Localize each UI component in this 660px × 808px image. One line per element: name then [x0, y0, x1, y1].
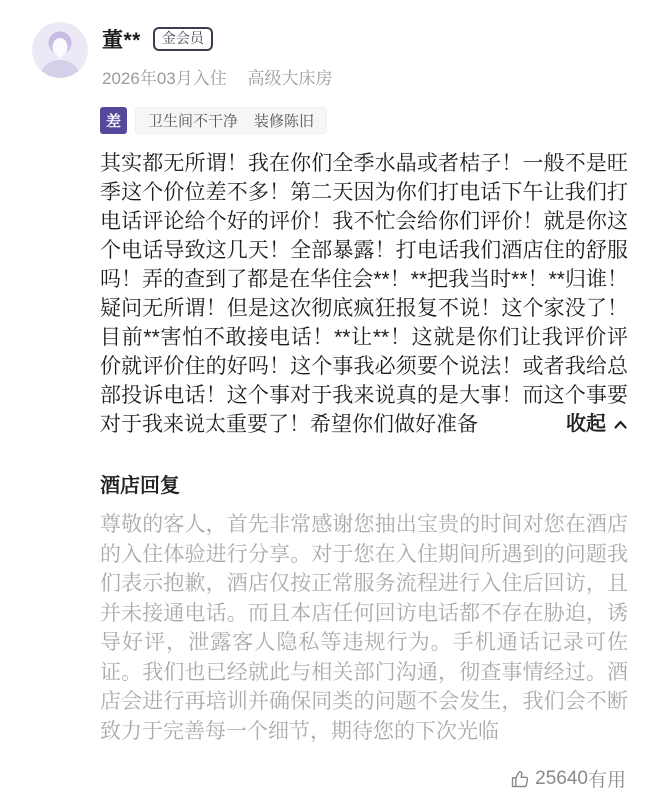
rating-badge: 差 — [100, 107, 127, 134]
user-info — [102, 22, 332, 89]
review-tag: 卫生间不干净 — [148, 113, 239, 130]
person-avatar-icon — [32, 22, 88, 78]
helpful-count: 25640 — [535, 767, 588, 789]
stay-date: 2026年03月入住 — [102, 69, 227, 88]
helpful-label: 有用 — [587, 770, 626, 791]
hotel-reply-text: 尊敬的客人，首先非常感谢您抽出宝贵的时间对您在酒店的入住体验进行分享。对于您在入住期间所遇到的问题我们表示抱歉，酒店仅按正常服务流程进行入住后回访，且并未接通电话。而且本店任何回访电话都不存在胁迫，诱导好评，泄露客人隐私等违规行为。手机通话记录可佐证。我们也已经就此与相关部门沟通，彻查事情经过。酒店会进行再培训并确保同类的问题不会发生，我们会不断致力于完善每一个细节，期待您的下次光临 — [100, 513, 628, 743]
review-text-content: 其实都无所谓！我在你们全季水晶或者桔子！一般不是旺季这个价位差不多！第二天因为你们打电话下午让我们打电话评论给个好的评价！我不忙会给你们评价！就是你这个电话导致这几天！全部暴露！打电话我们酒店住的舒服吗！弄的查到了都是在华住会**！**把我当时**！**归谁！疑问无所谓！但是这次彻底疯狂报复不说！这个家没了！目前**害怕不敢接电话！**让**！这就是你们让我评价评价就评价住的好吗！这个事我必须要个说法！或者我给总部投诉电话！这个事对于我来说真的是大事！而这个事要对于我来说太重要了！希望你们做好准备 — [100, 152, 628, 436]
member-level-badge: 金会员 — [153, 27, 213, 51]
review-tags — [135, 107, 327, 134]
collapse-button[interactable] — [556, 410, 628, 439]
review-text — [100, 149, 628, 439]
avatar — [32, 22, 88, 78]
rating-row — [100, 107, 628, 134]
helpful-button[interactable] — [510, 765, 626, 792]
username: 董** — [102, 29, 141, 52]
stay-info — [102, 64, 332, 89]
room-type: 高级大床房 — [247, 69, 333, 88]
hotel-reply-title: 酒店回复 — [100, 475, 180, 497]
chevron-up-icon — [613, 419, 628, 430]
review-tag: 装修陈旧 — [254, 113, 315, 130]
collapse-label: 收起 — [566, 413, 606, 435]
thumbs-up-icon — [510, 769, 530, 789]
review-header — [32, 0, 628, 89]
